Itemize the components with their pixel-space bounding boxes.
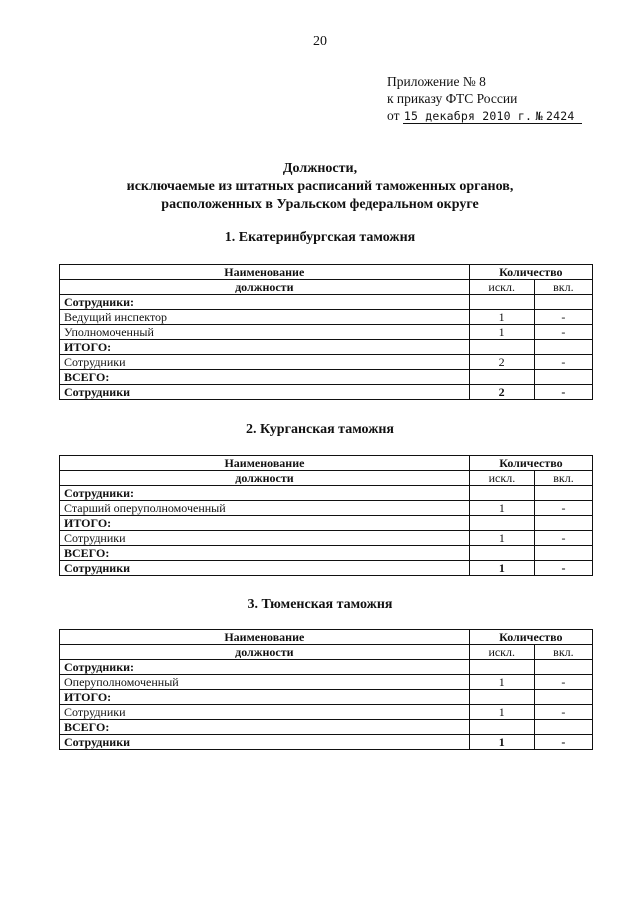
section-title: 2. Курганская таможня (246, 422, 394, 437)
table-row (60, 660, 593, 675)
header-name-top: Наименование (60, 456, 470, 471)
subtotal-label: ИТОГО: (60, 516, 470, 531)
table-row (60, 295, 593, 310)
included-count: - (534, 501, 592, 516)
table-row (60, 486, 593, 501)
header-name-bottom: должности (60, 645, 470, 660)
total-name: Сотрудники (60, 385, 470, 400)
employees-label: Сотрудники: (60, 660, 470, 675)
subtotal-label: ИТОГО: (60, 690, 470, 705)
document-title (0, 160, 640, 214)
number-prefix: № (535, 109, 543, 123)
order-number: 2424 (545, 109, 575, 123)
table-row (60, 340, 593, 355)
total-name: Сотрудники (60, 561, 470, 576)
excluded-count: 1 (469, 735, 534, 750)
table-row (60, 705, 593, 720)
excluded-count: 2 (469, 385, 534, 400)
appendix-line-1: Приложение № 8 (387, 74, 486, 89)
total-label: ВСЕГО: (60, 720, 470, 735)
included-count: - (534, 675, 592, 690)
order-date: 15 декабря 2010 г. (403, 109, 533, 123)
title-line-2: исключаемые из штатных расписаний таможенных органов, (126, 179, 514, 194)
included-count: - (534, 531, 592, 546)
table-row (60, 385, 593, 400)
included-count: - (534, 325, 592, 340)
excluded-count: 1 (469, 561, 534, 576)
staff-table (59, 629, 593, 750)
included-count: - (534, 355, 592, 370)
header-quantity: Количество (469, 456, 592, 471)
date-prefix: от (387, 108, 400, 123)
excluded-count: 1 (469, 705, 534, 720)
subtotal-name: Сотрудники (60, 705, 470, 720)
table-header-row (60, 265, 593, 280)
header-included: вкл. (534, 280, 592, 295)
staff-table (59, 264, 593, 400)
position-name: Старший оперуполномоченный (60, 501, 470, 516)
included-count: - (534, 310, 592, 325)
total-label: ВСЕГО: (60, 370, 470, 385)
table-row (60, 516, 593, 531)
staff-table (59, 455, 593, 576)
subtotal-name: Сотрудники (60, 355, 470, 370)
employees-label: Сотрудники: (60, 486, 470, 501)
excluded-count: 2 (469, 355, 534, 370)
excluded-count: 1 (469, 325, 534, 340)
excluded-count: 1 (469, 501, 534, 516)
table-header-row (60, 645, 593, 660)
header-quantity: Количество (469, 265, 592, 280)
header-excluded: искл. (469, 645, 534, 660)
total-name: Сотрудники (60, 735, 470, 750)
section-title: 1. Екатеринбургская таможня (224, 230, 416, 245)
header-excluded: искл. (469, 471, 534, 486)
table-row (60, 501, 593, 516)
header-quantity: Количество (469, 630, 592, 645)
position-name: Ведущий инспектор (60, 310, 470, 325)
header-included: вкл. (534, 471, 592, 486)
title-line-3: расположенных в Уральском федеральном округе (161, 197, 479, 212)
header-included: вкл. (534, 645, 592, 660)
table-row (60, 310, 593, 325)
table-row (60, 355, 593, 370)
table-header-row (60, 630, 593, 645)
table-row (60, 370, 593, 385)
excluded-count: 1 (469, 675, 534, 690)
included-count: - (534, 705, 592, 720)
table-row (60, 735, 593, 750)
appendix-block (387, 73, 582, 125)
included-count: - (534, 385, 592, 400)
subtotal-label: ИТОГО: (60, 340, 470, 355)
table-header-row (60, 280, 593, 295)
appendix-date-line (387, 107, 582, 125)
subtotal-name: Сотрудники (60, 531, 470, 546)
table-row (60, 561, 593, 576)
header-excluded: искл. (469, 280, 534, 295)
excluded-count: 1 (469, 310, 534, 325)
table-row (60, 531, 593, 546)
header-name-top: Наименование (60, 630, 470, 645)
page-number: 20 (313, 34, 327, 49)
table-row (60, 546, 593, 561)
table-row (60, 720, 593, 735)
table-row (60, 690, 593, 705)
table-row (60, 675, 593, 690)
included-count: - (534, 735, 592, 750)
section-title: 3. Тюменская таможня (247, 597, 393, 612)
table-row (60, 325, 593, 340)
excluded-count: 1 (469, 531, 534, 546)
header-name-bottom: должности (60, 280, 470, 295)
title-line-1: Должности, (282, 161, 358, 176)
position-name: Оперуполномоченный (60, 675, 470, 690)
included-count: - (534, 561, 592, 576)
table-header-row (60, 471, 593, 486)
position-name: Уполномоченный (60, 325, 470, 340)
total-label: ВСЕГО: (60, 546, 470, 561)
table-header-row (60, 456, 593, 471)
employees-label: Сотрудники: (60, 295, 470, 310)
header-name-bottom: должности (60, 471, 470, 486)
header-name-top: Наименование (60, 265, 470, 280)
appendix-line-2: к приказу ФТС России (387, 91, 518, 106)
